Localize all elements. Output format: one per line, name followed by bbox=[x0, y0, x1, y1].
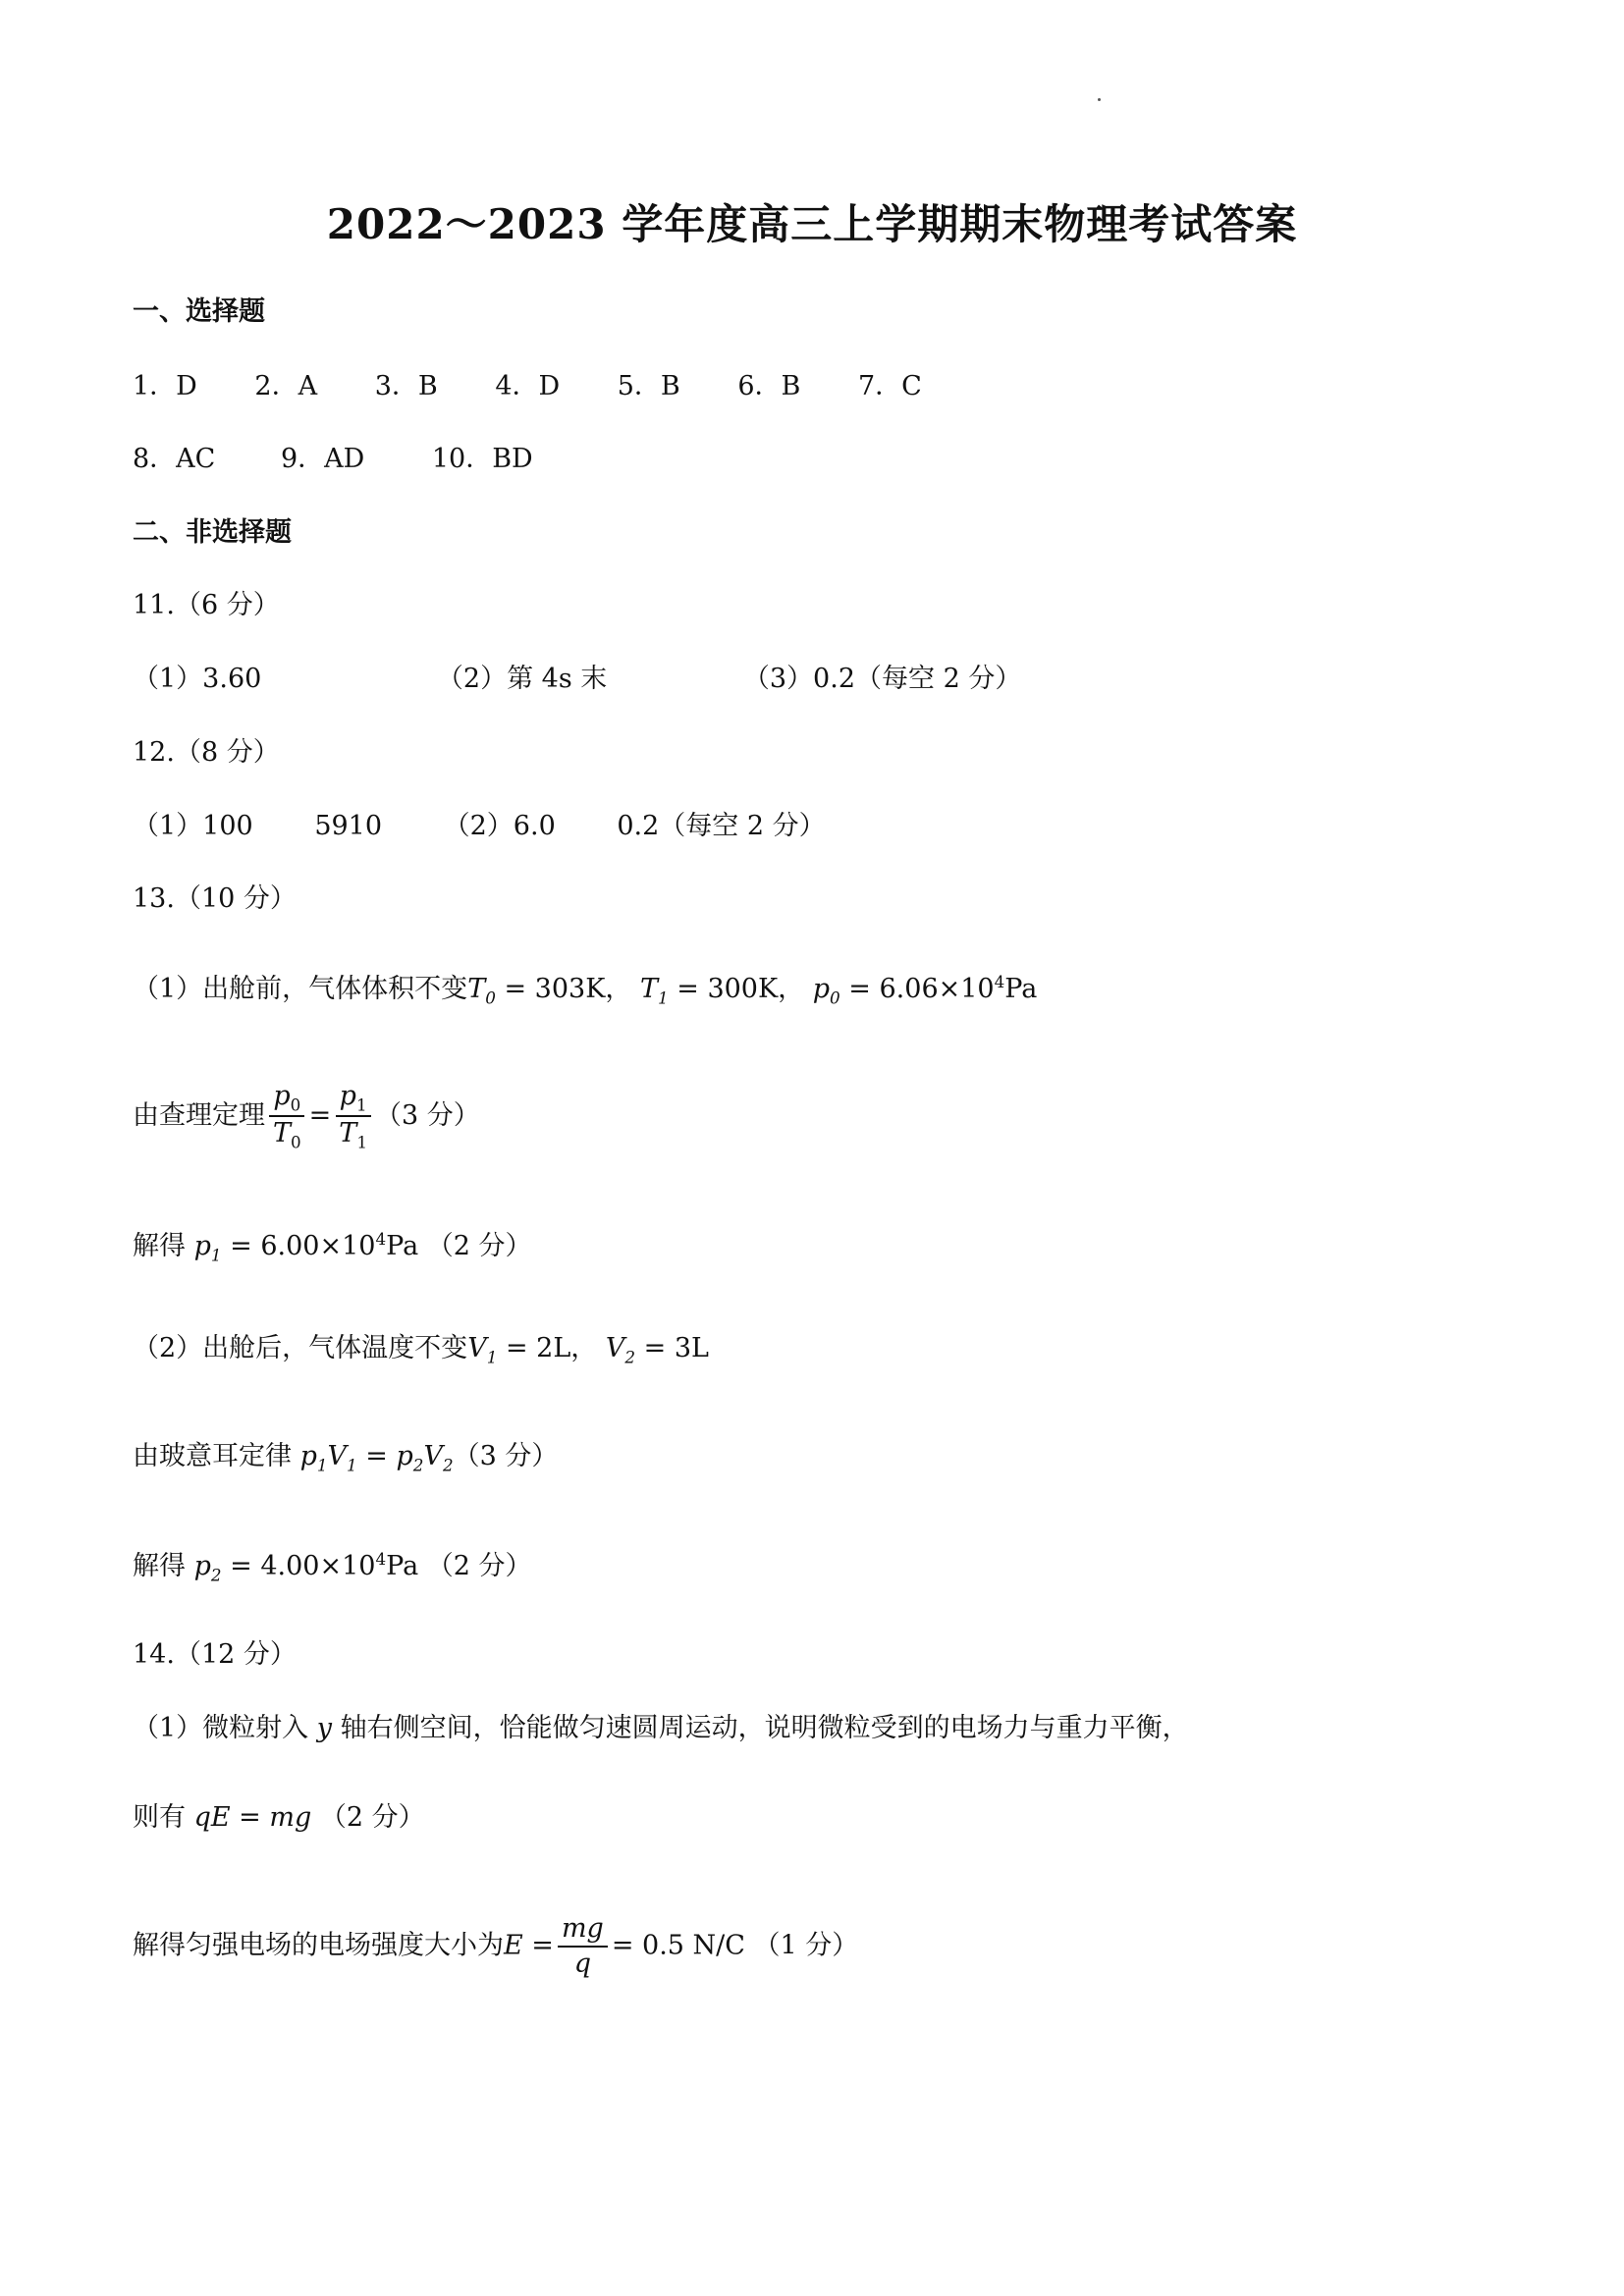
answer-5: 5．B bbox=[617, 371, 680, 401]
var-V1: $V_1$ bbox=[467, 1333, 498, 1367]
answer-3: 3．B bbox=[374, 371, 438, 401]
q14-label: 14.（12 分） bbox=[133, 1639, 297, 1670]
page-title: 2022～2023 学年度高三上学期期末物理考试答案 bbox=[326, 200, 1298, 248]
answer-8: 8．AC bbox=[133, 444, 216, 474]
q13-l3-text: 解得 bbox=[133, 1231, 186, 1261]
q13-l5-text: 由玻意耳定律 bbox=[133, 1441, 292, 1471]
choice-answers-row-2 bbox=[133, 444, 533, 475]
q13-p2-exp: 4 bbox=[375, 1549, 387, 1569]
q13-V2-value: = 3L bbox=[643, 1333, 709, 1363]
q14-l1-text-b: 轴右侧空间，恰能做匀速圆周运动，说明微粒受到的电场力与重力平衡， bbox=[340, 1713, 1189, 1743]
q14-line-2 bbox=[133, 1802, 425, 1834]
q14-l2-text: 则有 bbox=[133, 1802, 186, 1833]
q12-a2b: 0.2（每空 2 分） bbox=[617, 811, 826, 841]
q13-l6-text: 解得 bbox=[133, 1551, 186, 1581]
q12-a1b: 5910 bbox=[314, 811, 383, 841]
q14-line-3: 解得匀强电场的电场强度大小为E = $\frac{mg}{q}$ = 0.5 N/C （1 分） bbox=[133, 1913, 859, 1979]
var-p0: $p_0$ bbox=[812, 974, 840, 1008]
q14-l2-points: （2 分） bbox=[319, 1802, 425, 1833]
q13-label: 13.（10 分） bbox=[133, 883, 297, 914]
answer-6: 6．B bbox=[737, 371, 801, 401]
q13-l1-text: （1）出舱前，气体体积不变 bbox=[133, 974, 468, 1004]
answer-9: 9．AD bbox=[280, 444, 365, 474]
q13-line-2: 由查理定理 $\frac{p_0}{T_0}$ = $\frac{p_1}{T_1}$ （3 分） bbox=[133, 1081, 480, 1152]
answer-10: 10．BD bbox=[431, 444, 533, 474]
q13-l4-text: （2）出舱后，气体温度不变 bbox=[133, 1333, 468, 1363]
q13-T0-value: = 303K bbox=[504, 974, 606, 1004]
answer-1: 1．D bbox=[133, 371, 197, 401]
q13-l3-points: （2 分） bbox=[426, 1231, 532, 1261]
choice-answers-row-1 bbox=[133, 371, 922, 402]
var-p2: $p_2$ bbox=[193, 1551, 222, 1585]
q13-l2-points: （3 分） bbox=[374, 1099, 480, 1131]
q13-line-4: （2）出舱后，气体温度不变$V_1 = 2L$， $V_2 = 3L$ bbox=[133, 1333, 709, 1367]
q14-E-value: = 0.5 N/C bbox=[611, 1930, 745, 1961]
q13-p0-exp: 4 bbox=[994, 972, 1005, 991]
section-choice-heading: 一、选择题 bbox=[133, 296, 265, 327]
q11-a2: （2）第 4s 末 bbox=[436, 664, 608, 694]
fraction-p0-T0: $\frac{p_0}{T_0}$ bbox=[269, 1080, 305, 1153]
q11-a1: （1）3.60 bbox=[133, 664, 262, 694]
q13-p1-exp: 4 bbox=[375, 1229, 387, 1249]
q13-p1-value: = 6.00×10 bbox=[230, 1231, 376, 1261]
q14-l3-text: 解得匀强电场的电场强度大小为 bbox=[133, 1930, 504, 1961]
q13-T1-value: = 300K bbox=[677, 974, 779, 1004]
q13-p2-value: = 4.00×10 bbox=[230, 1551, 376, 1581]
q13-line-3 bbox=[133, 1229, 532, 1264]
q14-l1-text-a: （1）微粒射入 bbox=[133, 1713, 309, 1743]
q12-label: 12.（8 分） bbox=[133, 737, 280, 768]
force-balance-equation: qE = mg bbox=[193, 1802, 312, 1833]
q13-V1-value: = 2L bbox=[505, 1333, 571, 1363]
q11-a3: （3）0.2（每空 2 分） bbox=[742, 664, 1022, 694]
answer-2: 2．A bbox=[254, 371, 318, 401]
q13-line-1: （1）出舱前，气体体积不变$T_0 = 303K$， $T_1 = 300K$， $p_0 = 6.06\times 10^4Pa$ bbox=[133, 972, 1038, 1008]
var-p1: $p_1$ bbox=[193, 1231, 222, 1265]
answer-4: 4．D bbox=[495, 371, 561, 401]
q13-p0-unit: Pa bbox=[1004, 974, 1038, 1004]
section-nonchoice-heading: 二、非选择题 bbox=[133, 517, 292, 548]
q11-answers bbox=[133, 664, 1021, 695]
fraction-mg-q: $\frac{mg}{q}$ bbox=[558, 1912, 608, 1981]
fraction-p1-T1: $\frac{p_1}{T_1}$ bbox=[335, 1080, 371, 1153]
q13-p1-unit: Pa bbox=[386, 1231, 419, 1261]
q13-line-5 bbox=[133, 1441, 558, 1474]
var-T1: $T_1$ bbox=[639, 974, 669, 1008]
q13-p0-value: = 6.06×10 bbox=[848, 974, 995, 1004]
var-y: y bbox=[316, 1713, 333, 1743]
q13-line-6 bbox=[133, 1549, 532, 1584]
q14-line-1 bbox=[133, 1713, 1189, 1744]
q13-l2-text: 由查理定理 bbox=[133, 1099, 265, 1131]
q13-l5-points: （3 分） bbox=[453, 1441, 559, 1471]
boyle-equation: $p_1V_1 = p_2V_2$ bbox=[299, 1441, 454, 1475]
stray-dot bbox=[1098, 98, 1101, 101]
q13-p2-unit: Pa bbox=[386, 1551, 419, 1581]
q12-a1: （1）100 bbox=[133, 811, 253, 841]
var-V2: $V_2$ bbox=[605, 1333, 636, 1367]
q14-l3-points: （1 分） bbox=[753, 1930, 859, 1961]
q13-l6-points: （2 分） bbox=[426, 1551, 532, 1581]
var-E: E bbox=[504, 1930, 523, 1961]
q12-a2: （2）6.0 bbox=[443, 811, 556, 841]
answer-7: 7．C bbox=[858, 371, 922, 401]
q11-label: 11.（6 分） bbox=[133, 590, 280, 620]
q12-answers bbox=[133, 811, 826, 842]
var-T0: $T_0$ bbox=[467, 974, 496, 1008]
